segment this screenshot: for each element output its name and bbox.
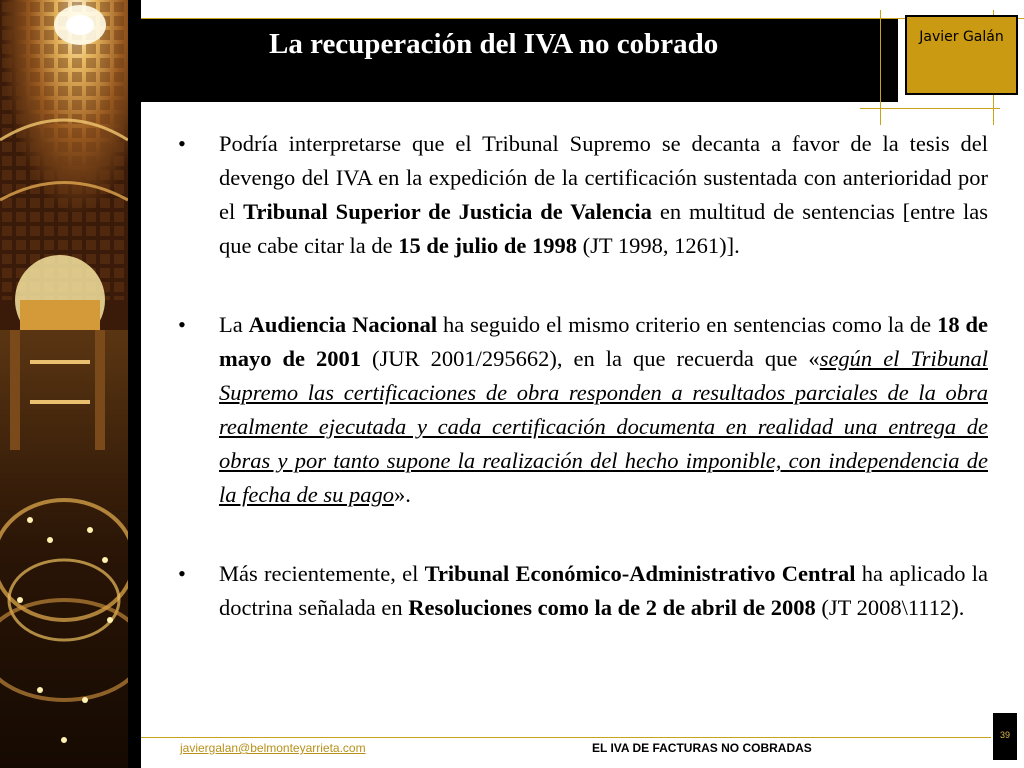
author-logo xyxy=(905,15,1018,95)
bullet-text: Más recientemente, el xyxy=(219,561,425,586)
bullet-dot-icon: • xyxy=(178,561,186,586)
bullet-bold-text: Tribunal Económico-Administrativo Central xyxy=(424,561,856,586)
footer-title: EL IVA DE FACTURAS NO COBRADAS xyxy=(592,741,812,755)
footer-divider xyxy=(141,737,991,738)
bullet-text: ». xyxy=(393,482,411,507)
bullet-text: La xyxy=(219,312,249,337)
bullet-text: ha aplicado la doctrina señalada en xyxy=(219,561,989,620)
bullet-text: (JT 2008\1112). xyxy=(815,595,965,620)
logo-text: Javier Galán xyxy=(919,29,1004,45)
bullet-text: Podría interpretarse que el Tribunal Supremo se decanta a favor de la tesis del devengo del IVA en la expedición de la certificación sustentada con anterioridad por el xyxy=(219,131,988,224)
bullet-text: (JT 1998, 1261)]. xyxy=(577,233,740,258)
bullet-quote-text: según el Tribunal Supremo las certificaciones de obra responden a resultados parciales de la obra realmente ejecutada y cada certificación documenta en realidad una entrega de obras y por tanto supone la realización del hecho imponible, con independencia de la fecha de su pago xyxy=(219,346,988,507)
bullet-text: en multitud de sentencias [entre las que cabe citar la de xyxy=(219,199,988,258)
bullet-bold-text: Tribunal Superior de Justicia de Valencia xyxy=(243,199,652,224)
bullet-bold-text: Resoluciones como la de 2 de abril de 2008 xyxy=(408,595,816,620)
slide-content xyxy=(178,127,988,625)
bullet-bold-text: 18 de mayo de 2001 xyxy=(219,312,988,371)
header-gold-line xyxy=(860,108,1000,109)
page-number: 39 xyxy=(993,713,1017,760)
bullet-text: (JUR 2001/295662), en la que recuerda que « xyxy=(361,346,820,371)
vertical-divider-bar xyxy=(128,0,141,768)
bullet-dot-icon: • xyxy=(178,312,186,337)
bullet-item xyxy=(178,308,988,512)
bullet-dot-icon: • xyxy=(178,131,186,156)
bullet-text: ha seguido el mismo criterio en sentencias como la de xyxy=(437,312,938,337)
header-gold-line xyxy=(141,18,1024,19)
library-dome-photo xyxy=(0,0,128,768)
footer-email-link[interactable]: javiergalan@belmonteyarrieta.com xyxy=(180,741,366,755)
slide-title: La recuperación del IVA no cobrado xyxy=(269,28,719,60)
bullet-bold-text: 15 de julio de 1998 xyxy=(398,233,578,258)
bullet-item xyxy=(178,557,988,625)
bullet-item xyxy=(178,127,988,263)
bullet-bold-text: Audiencia Nacional xyxy=(248,312,438,337)
